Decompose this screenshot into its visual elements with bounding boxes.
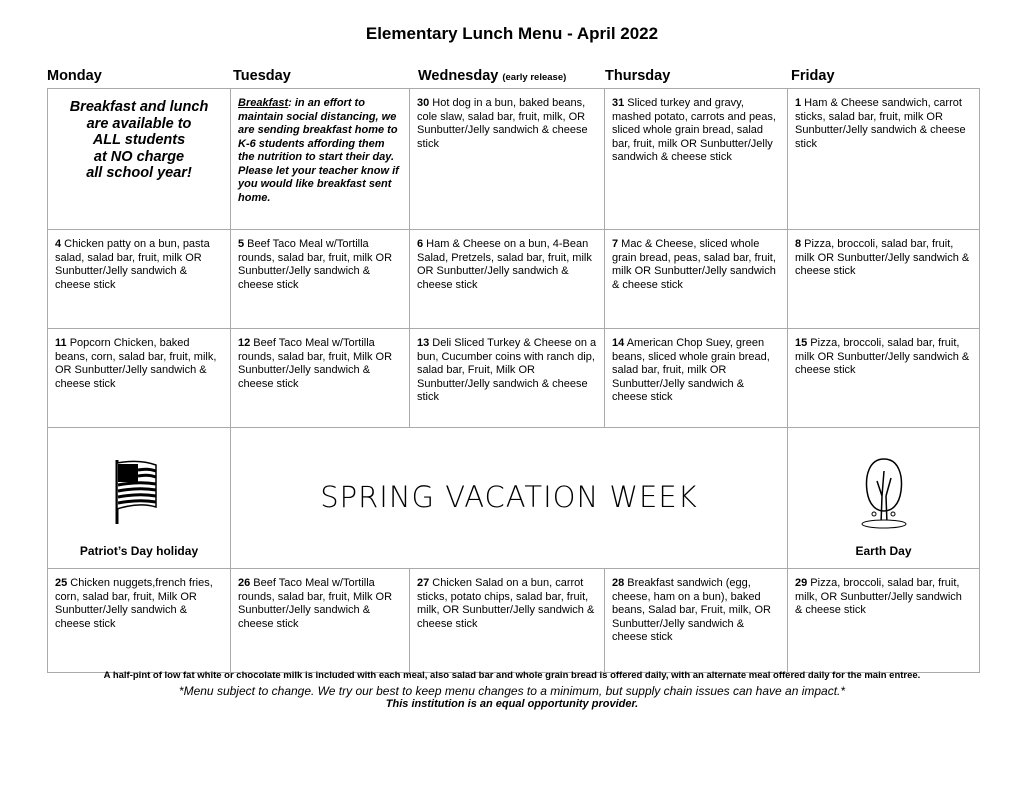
menu-text: Hot dog in a bun, baked beans, cole slaw, salad bar, fruit, milk, OR Sunbutter/Jelly sandwich & cheese stick (417, 97, 588, 150)
date-number: 6 (417, 238, 424, 250)
day-cell (605, 89, 788, 230)
menu-text: Pizza, broccoli, salad bar, fruit, milk, OR Sunbutter/Jelly sandwich & cheese stick (795, 577, 962, 616)
date-number: 8 (795, 238, 802, 250)
day-label: Wednesday (418, 68, 499, 84)
earth-day-label: Earth Day (855, 543, 912, 558)
earth-day-cell (788, 428, 980, 569)
menu-text: Popcorn Chicken, baked beans, corn, salad bar, fruit, milk, OR Sunbutter/Jelly sandwich & cheese stick (55, 337, 217, 390)
date-number: 4 (55, 238, 62, 250)
menu-text: Deli Sliced Turkey & Cheese on a bun, Cucumber coins with ranch dip, salad bar, Fruit, Milk OR Sunbutter/Jelly sandwich & cheese stick (417, 337, 597, 403)
date-number: 26 (238, 577, 251, 589)
note-line: all school year! (86, 165, 192, 181)
day-cell (48, 230, 231, 329)
week-row (48, 569, 980, 673)
day-header-wednesday (418, 68, 566, 84)
day-cell (605, 329, 788, 428)
week-row (48, 89, 980, 230)
note-line: Breakfast and lunch (69, 99, 209, 115)
day-cell (605, 569, 788, 673)
patriots-day-cell (48, 428, 231, 569)
flag-icon (104, 457, 174, 527)
week-row (48, 329, 980, 428)
menu-text: Pizza, broccoli, salad bar, fruit, milk OR Sunbutter/Jelly sandwich & cheese stick (795, 337, 970, 376)
menu-text: Pizza, broccoli, salad bar, fruit, milk OR Sunbutter/Jelly sandwich & cheese stick (795, 238, 970, 277)
day-cell (788, 329, 980, 428)
day-cell (788, 569, 980, 673)
day-header-monday: Monday (47, 68, 102, 84)
menu-text: Breakfast sandwich (egg, cheese, ham on a bun), baked beans, Salad bar, Fruit, milk, OR Sunbutter/Jelly sandwich & cheese stick (612, 577, 771, 643)
menu-text: Beef Taco Meal w/Tortilla rounds, salad bar, fruit, milk OR Sunbutter/Jelly sandwich & cheese stick (238, 238, 393, 291)
day-cell (410, 329, 605, 428)
early-release-note: (early release) (502, 72, 567, 83)
date-number: 28 (612, 577, 625, 589)
breakfast-text: : in an effort to maintain social distancing, we are sending breakfast home to K-6 students affording them the nutrition to start their day. Please let your teacher know if you would like breakfast sent home. (238, 97, 399, 204)
patriots-day-label: Patriot’s Day holiday (79, 543, 199, 558)
menu-text: Chicken Salad on a bun, carrot sticks, potato chips, salad bar, fruit, milk, OR Sunbutter/Jelly sandwich & cheese stick (417, 577, 595, 630)
day-header-tuesday: Tuesday (233, 68, 291, 84)
day-cell (410, 230, 605, 329)
equal-opportunity-note: This institution is an equal opportunity provider. (385, 698, 639, 710)
day-cell (605, 230, 788, 329)
day-cell (231, 569, 410, 673)
date-number: 29 (795, 577, 808, 589)
menu-text: Beef Taco Meal w/Tortilla rounds, salad bar, fruit, Milk OR Sunbutter/Jelly sandwich & cheese stick (238, 337, 393, 390)
day-cell (231, 230, 410, 329)
day-header-friday: Friday (791, 68, 835, 84)
date-number: 1 (795, 97, 802, 109)
date-number: 27 (417, 577, 430, 589)
note-line: at NO charge (93, 148, 185, 165)
menu-text: Chicken nuggets,french fries, corn, salad bar, fruit, Milk OR Sunbutter/Jelly sandwich & cheese stick (55, 577, 213, 630)
date-number: 13 (417, 337, 430, 349)
date-number: 25 (55, 577, 68, 589)
free-meals-note (48, 89, 231, 230)
note-line: are available to (86, 115, 192, 132)
date-number: 11 (55, 337, 67, 349)
menu-text: Beef Taco Meal w/Tortilla rounds, salad bar, fruit, Milk OR Sunbutter/Jelly sandwich & cheese stick (238, 577, 393, 630)
menu-calendar (47, 88, 980, 673)
breakfast-lead: Breakfast (238, 97, 289, 109)
day-cell (231, 329, 410, 428)
milk-note: A half-pint of low fat white or chocolate milk is included with each meal, also salad bar and whole grain bread is offered daily, with an alternate meal offered daily for the main entree. (103, 670, 921, 681)
day-cell (410, 89, 605, 230)
note-line: ALL students (92, 132, 186, 148)
vacation-week-row (48, 428, 980, 569)
week-row (48, 230, 980, 329)
menu-text: Mac & Cheese, sliced whole grain bread, peas, salad bar, fruit, milk OR Sunbutter/Jelly sandwich & cheese stick (612, 238, 776, 291)
menu-text: American Chop Suey, green beans, sliced whole grain bread, salad bar, fruit, milk OR Sunbutter/Jelly sandwich & cheese stick (612, 337, 770, 403)
day-cell (788, 89, 980, 230)
date-number: 5 (238, 238, 245, 250)
menu-text: Ham & Cheese on a bun, 4-Bean Salad, Pretzels, salad bar, fruit, milk OR Sunbutter/Jelly sandwich & cheese stick (417, 238, 592, 291)
day-cell (48, 569, 231, 673)
day-header-thursday: Thursday (605, 68, 671, 84)
breakfast-note (231, 89, 410, 230)
date-number: 12 (238, 337, 251, 349)
day-cell (48, 329, 231, 428)
day-cell (788, 230, 980, 329)
menu-change-note: *Menu subject to change. We try our best to keep menu changes to a minimum, but supply chain issues can have an impact.* (178, 684, 846, 698)
menu-text: Ham & Cheese sandwich, carrot sticks, salad bar, fruit, milk OR Sunbutter/Jelly sandwich & cheese stick (795, 97, 966, 150)
date-number: 30 (417, 97, 430, 109)
day-cell (410, 569, 605, 673)
date-number: 31 (612, 97, 625, 109)
date-number: 7 (612, 238, 619, 250)
page-title: Elementary Lunch Menu - April 2022 (365, 24, 659, 43)
menu-text: Chicken patty on a bun, pasta salad, salad bar, fruit, milk OR Sunbutter/Jelly sandwich & cheese stick (55, 238, 210, 291)
date-number: 15 (795, 337, 808, 349)
date-number: 14 (612, 337, 625, 349)
spring-vacation-banner: SPRING VACATION WEEK (231, 428, 788, 569)
tree-icon (859, 456, 909, 531)
menu-text: Sliced turkey and gravy, mashed potato, carrots and peas, sliced whole grain bread, salad bar, fruit, milk OR Sunbutter/Jelly sandwich & cheese stick (612, 97, 776, 163)
